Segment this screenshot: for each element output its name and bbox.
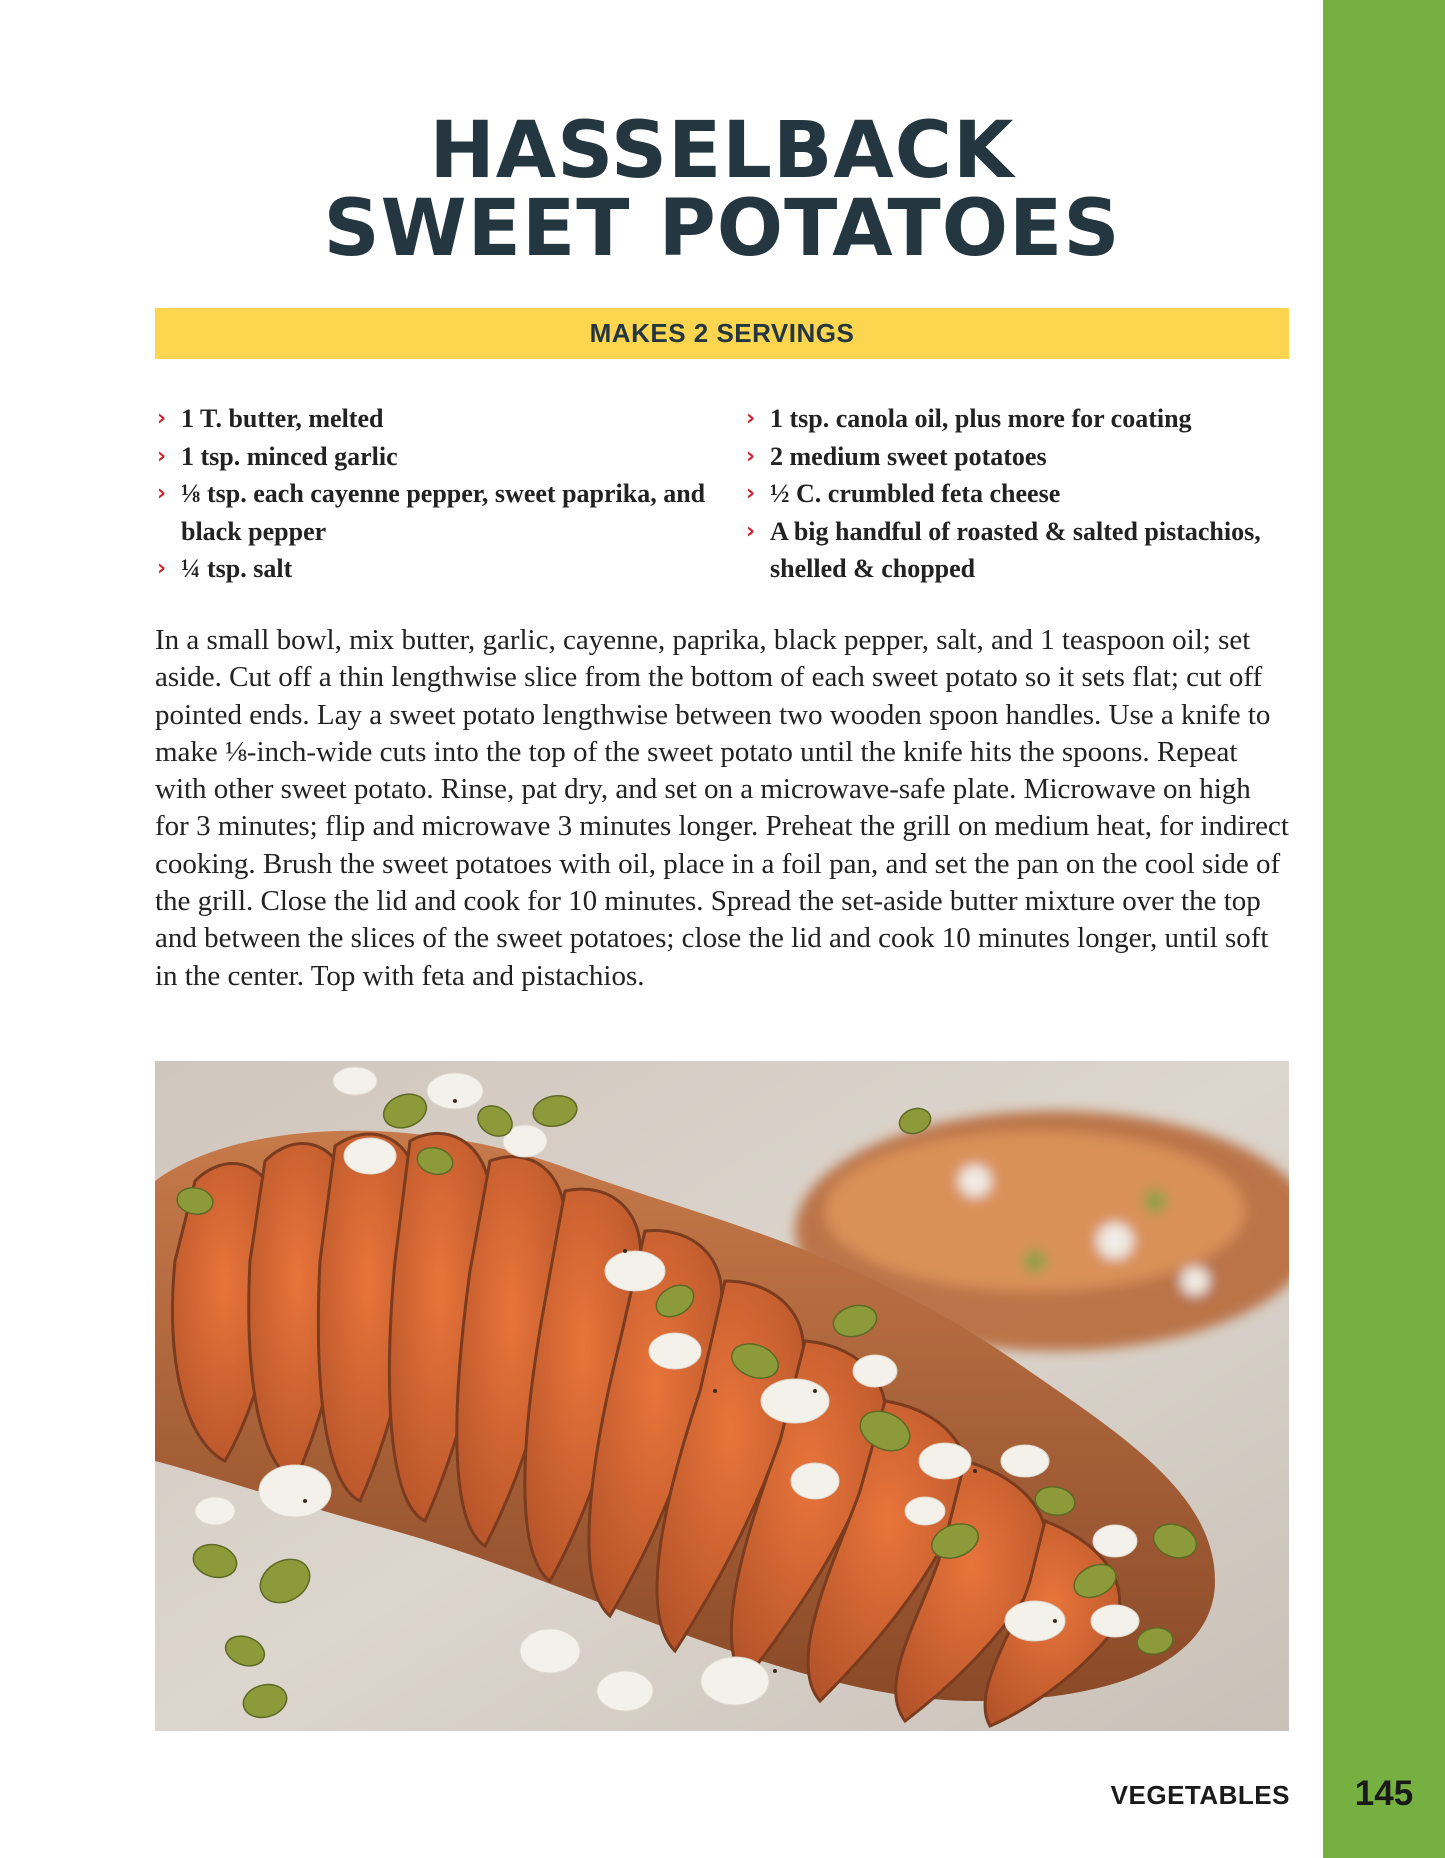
page-number: 145	[1354, 1774, 1414, 1813]
chevron-right-icon: ›	[157, 443, 167, 469]
ingredient-text: ¼ tsp. salt	[181, 554, 293, 583]
ingredient-list-left	[155, 400, 715, 588]
ingredient-item	[155, 438, 715, 476]
ingredient-item	[744, 475, 1304, 513]
section-name: VEGETABLES	[1110, 1780, 1290, 1810]
ingredient-text: 2 medium sweet potatoes	[770, 441, 1047, 471]
ingredient-item	[744, 513, 1304, 588]
servings-banner	[155, 308, 1289, 359]
servings-label: MAKES 2 SERVINGS	[589, 318, 855, 348]
title-line-1: HASSELBACK	[429, 106, 1015, 196]
ingredient-text: 1 T. butter, melted	[181, 404, 384, 433]
ingredient-text: ⅛ tsp. each cayenne pepper, sweet paprika, and black pepper	[181, 479, 706, 546]
ingredient-item	[744, 438, 1304, 476]
ingredient-item	[744, 400, 1304, 438]
chevron-right-icon: ›	[157, 481, 167, 506]
ingredient-item	[155, 400, 715, 438]
ingredient-item	[155, 550, 715, 588]
ingredient-text: A big handful of roasted & salted pistachios, shelled & chopped	[770, 516, 1261, 583]
ingredient-item	[155, 475, 715, 550]
food-photo	[155, 1061, 1289, 1731]
chevron-right-icon: ›	[157, 556, 167, 581]
ingredient-text: 1 tsp. minced garlic	[181, 441, 398, 471]
chevron-right-icon: ›	[746, 481, 756, 506]
chevron-right-icon: ›	[157, 406, 167, 431]
method-paragraph: In a small bowl, mix butter, garlic, cayenne, paprika, black pepper, salt, and 1 teaspoon oil; set aside. Cut off a thin lengthwise slice from the bottom of each sweet potato so it sets flat; cut off pointed ends. Lay a sweet potato lengthwise between two wooden spoon handles. Use a knife to make ⅛-inch-wide cuts into the top of the sweet potato until the knife hits the spoons. Repeat with other sweet potato. Rinse, pat dry, and set on a microwave-safe plate. Microwave on high for 3 minutes; flip and microwave 3 minutes longer. Preheat the grill on medium heat, for indirect cooking. Brush the sweet potatoes with oil, place in a foil pan, and set the pan on the cool side of the grill. Close the lid and cook for 10 minutes. Spread the set-aside butter mixture over the top and between the slices of the sweet potatoes; close the lid and cook 10 minutes longer, until soft in the center. Top with feta and pistachios.	[155, 624, 1289, 992]
sidebar-color-band	[1323, 0, 1445, 1858]
chevron-right-icon: ›	[746, 518, 756, 544]
hasselback-sweet-potato-image	[155, 1061, 1289, 1731]
title-line-2: SWEET POTATOES	[323, 184, 1121, 274]
recipe-title	[155, 106, 1289, 274]
chevron-right-icon: ›	[746, 443, 756, 469]
ingredient-text: 1 tsp. canola oil, plus more for coating	[770, 404, 1192, 433]
ingredient-text: ½ C. crumbled feta cheese	[770, 479, 1061, 508]
ingredient-list-right	[744, 400, 1304, 588]
chevron-right-icon: ›	[746, 406, 756, 431]
